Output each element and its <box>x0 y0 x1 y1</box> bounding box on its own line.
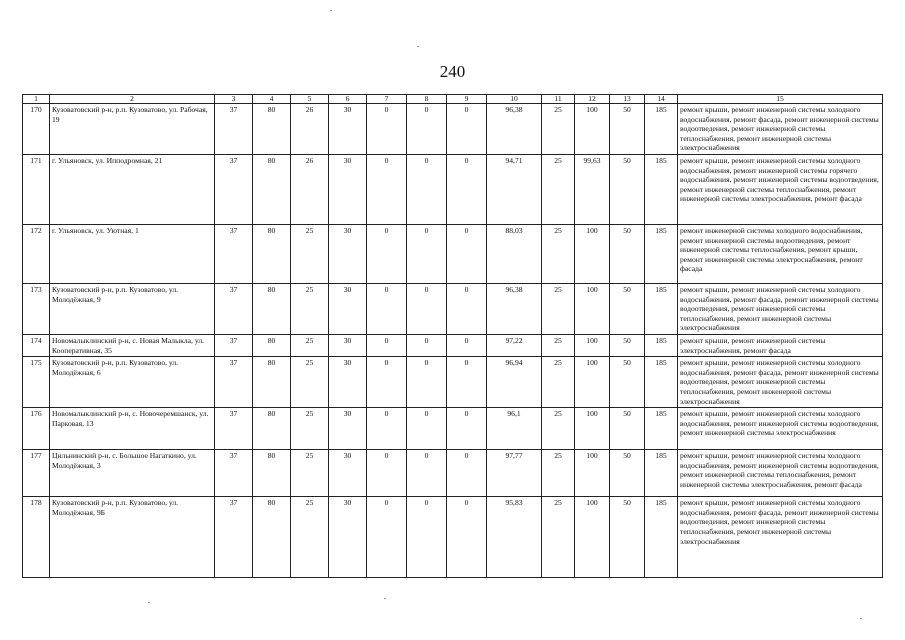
table-row <box>23 225 883 284</box>
cell-c10: 97,22 <box>487 334 542 356</box>
cell-c8: 0 <box>407 334 447 356</box>
row-number: 170 <box>23 104 50 155</box>
repair-table <box>22 94 883 578</box>
cell-c13: 50 <box>610 357 645 408</box>
cell-c6: 30 <box>329 408 367 450</box>
cell-c14: 185 <box>645 334 678 356</box>
column-header: 2 <box>50 95 215 104</box>
works-description: ремонт крыши, ремонт инженерной системы холодного водоснабжения, ремонт фасада, ремонт инженерной системы водоотведения, ремонт инженерной системы теплоснабжения, ремонт инженерной системы электроснабжения <box>678 104 883 155</box>
cell-c13: 50 <box>610 408 645 450</box>
cell-c14: 185 <box>645 284 678 335</box>
cell-c11: 25 <box>542 155 575 225</box>
cell-c6: 30 <box>329 284 367 335</box>
cell-c3: 37 <box>215 104 253 155</box>
cell-c4: 80 <box>253 155 291 225</box>
cell-c9: 0 <box>447 284 487 335</box>
cell-c8: 0 <box>407 104 447 155</box>
cell-c12: 100 <box>575 225 610 284</box>
cell-c7: 0 <box>367 225 407 284</box>
cell-c5: 26 <box>291 155 329 225</box>
cell-c14: 185 <box>645 497 678 578</box>
cell-c3: 37 <box>215 225 253 284</box>
cell-c9: 0 <box>447 450 487 497</box>
table-row <box>23 497 883 578</box>
address-cell: Кузоватовский р-н, р.п. Кузоватово, ул. Молодёжная, 9Б <box>50 497 215 578</box>
column-header: 12 <box>575 95 610 104</box>
column-header: 7 <box>367 95 407 104</box>
cell-c9: 0 <box>447 225 487 284</box>
table-header-row <box>23 95 883 104</box>
column-header: 6 <box>329 95 367 104</box>
address-cell: г. Ульяновск, ул. Ипподромная, 21 <box>50 155 215 225</box>
cell-c5: 25 <box>291 497 329 578</box>
cell-c8: 0 <box>407 408 447 450</box>
table-row <box>23 155 883 225</box>
column-header: 1 <box>23 95 50 104</box>
cell-c7: 0 <box>367 497 407 578</box>
cell-c7: 0 <box>367 450 407 497</box>
table-row <box>23 408 883 450</box>
table-row <box>23 334 883 356</box>
cell-c11: 25 <box>542 334 575 356</box>
column-header: 14 <box>645 95 678 104</box>
cell-c10: 96,94 <box>487 357 542 408</box>
cell-c10: 94,71 <box>487 155 542 225</box>
address-cell: Кузоватовский р-н, р.п. Кузоватово, ул. Рабочая, 19 <box>50 104 215 155</box>
cell-c3: 37 <box>215 408 253 450</box>
cell-c9: 0 <box>447 155 487 225</box>
table-row <box>23 104 883 155</box>
cell-c8: 0 <box>407 497 447 578</box>
address-cell: Новомалыклинский р-н, с. Новая Малыкла, ул. Кооперативная, 35 <box>50 334 215 356</box>
column-header: 3 <box>215 95 253 104</box>
cell-c14: 185 <box>645 225 678 284</box>
cell-c12: 100 <box>575 284 610 335</box>
cell-c10: 95,83 <box>487 497 542 578</box>
cell-c3: 37 <box>215 497 253 578</box>
page-number: 240 <box>439 62 466 81</box>
cell-c8: 0 <box>407 225 447 284</box>
row-number: 177 <box>23 450 50 497</box>
cell-c4: 80 <box>253 284 291 335</box>
cell-c11: 25 <box>542 284 575 335</box>
table-row <box>23 284 883 335</box>
cell-c5: 25 <box>291 408 329 450</box>
address-cell: г. Ульяновск, ул. Уютная, 1 <box>50 225 215 284</box>
cell-c6: 30 <box>329 497 367 578</box>
cell-c6: 30 <box>329 155 367 225</box>
cell-c7: 0 <box>367 155 407 225</box>
cell-c3: 37 <box>215 357 253 408</box>
cell-c8: 0 <box>407 284 447 335</box>
cell-c14: 185 <box>645 357 678 408</box>
cell-c7: 0 <box>367 357 407 408</box>
cell-c5: 26 <box>291 104 329 155</box>
cell-c7: 0 <box>367 104 407 155</box>
cell-c12: 100 <box>575 334 610 356</box>
cell-c11: 25 <box>542 225 575 284</box>
table-row <box>23 450 883 497</box>
cell-c4: 80 <box>253 408 291 450</box>
cell-c12: 100 <box>575 357 610 408</box>
cell-c10: 96,38 <box>487 104 542 155</box>
cell-c5: 25 <box>291 284 329 335</box>
cell-c3: 37 <box>215 450 253 497</box>
cell-c10: 96,1 <box>487 408 542 450</box>
column-header: 4 <box>253 95 291 104</box>
row-number: 175 <box>23 357 50 408</box>
cell-c3: 37 <box>215 155 253 225</box>
cell-c13: 50 <box>610 225 645 284</box>
cell-c11: 25 <box>542 357 575 408</box>
works-description: ремонт крыши, ремонт инженерной системы холодного водоснабжения, ремонт фасада, ремонт инженерной системы водоотведения, ремонт инженерной системы теплоснабжения, ремонт инженерной системы электроснабжения <box>678 284 883 335</box>
cell-c7: 0 <box>367 408 407 450</box>
column-header: 15 <box>678 95 883 104</box>
cell-c11: 25 <box>542 408 575 450</box>
address-cell: Кузоватовский р-н, р.п. Кузоватово, ул. Молодёжная, 9 <box>50 284 215 335</box>
cell-c4: 80 <box>253 104 291 155</box>
cell-c13: 50 <box>610 450 645 497</box>
cell-c14: 185 <box>645 408 678 450</box>
address-cell: Кузоватовский р-н, р.п. Кузоватово, ул. Молодёжная, 6 <box>50 357 215 408</box>
cell-c3: 37 <box>215 334 253 356</box>
cell-c8: 0 <box>407 450 447 497</box>
cell-c14: 185 <box>645 450 678 497</box>
cell-c9: 0 <box>447 357 487 408</box>
cell-c12: 100 <box>575 104 610 155</box>
cell-c6: 30 <box>329 450 367 497</box>
row-number: 176 <box>23 408 50 450</box>
cell-c4: 80 <box>253 450 291 497</box>
column-header: 9 <box>447 95 487 104</box>
works-description: ремонт инженерной системы холодного водоснабжения, ремонт инженерной системы водоотведения, ремонт инженерной системы теплоснабжения, ремонт крыши, ремонт инженерной системы электроснабжения, ремонт фасада <box>678 225 883 284</box>
cell-c3: 37 <box>215 284 253 335</box>
works-description: ремонт крыши, ремонт инженерной системы холодного водоснабжения, ремонт фасада, ремонт инженерной системы водоотведения, ремонт инженерной системы теплоснабжения, ремонт инженерной системы электроснабжения <box>678 497 883 578</box>
column-header: 8 <box>407 95 447 104</box>
cell-c13: 50 <box>610 334 645 356</box>
cell-c6: 30 <box>329 357 367 408</box>
cell-c5: 25 <box>291 450 329 497</box>
address-cell: Новомалыклинский р-н, с. Новочеремшанск, ул. Парковая, 13 <box>50 408 215 450</box>
cell-c9: 0 <box>447 104 487 155</box>
cell-c7: 0 <box>367 334 407 356</box>
cell-c12: 100 <box>575 408 610 450</box>
cell-c10: 96,38 <box>487 284 542 335</box>
table-row <box>23 357 883 408</box>
works-description: ремонт крыши, ремонт инженерной системы холодного водоснабжения, ремонт инженерной системы водоотведения, ремонт инженерной системы электроснабжения <box>678 408 883 450</box>
works-description: ремонт крыши, ремонт инженерной системы холодного водоснабжения, ремонт инженерной системы водоотведения, ремонт инженерной системы теплоснабжения, ремонт инженерной системы электроснабжения, ремонт фасада <box>678 450 883 497</box>
cell-c9: 0 <box>447 408 487 450</box>
cell-c13: 50 <box>610 497 645 578</box>
cell-c12: 100 <box>575 497 610 578</box>
cell-c11: 25 <box>542 450 575 497</box>
column-header: 5 <box>291 95 329 104</box>
address-cell: Цильнинский р-н, с. Большое Нагаткино, ул. Молодёжная, 3 <box>50 450 215 497</box>
row-number: 171 <box>23 155 50 225</box>
row-number: 172 <box>23 225 50 284</box>
works-description: ремонт крыши, ремонт инженерной системы электроснабжения, ремонт фасада <box>678 334 883 356</box>
row-number: 174 <box>23 334 50 356</box>
cell-c4: 80 <box>253 497 291 578</box>
column-header: 10 <box>487 95 542 104</box>
cell-c10: 88,03 <box>487 225 542 284</box>
cell-c6: 30 <box>329 104 367 155</box>
cell-c9: 0 <box>447 497 487 578</box>
column-header: 13 <box>610 95 645 104</box>
cell-c5: 25 <box>291 357 329 408</box>
cell-c4: 80 <box>253 334 291 356</box>
cell-c12: 100 <box>575 450 610 497</box>
cell-c13: 50 <box>610 284 645 335</box>
cell-c8: 0 <box>407 155 447 225</box>
cell-c4: 80 <box>253 225 291 284</box>
works-description: ремонт крыши, ремонт инженерной системы холодного водоснабжения, ремонт фасада, ремонт инженерной системы водоотведения, ремонт инженерной системы теплоснабжения, ремонт инженерной системы электроснабжения <box>678 357 883 408</box>
cell-c13: 50 <box>610 104 645 155</box>
cell-c14: 185 <box>645 104 678 155</box>
cell-c10: 97,77 <box>487 450 542 497</box>
cell-c8: 0 <box>407 357 447 408</box>
cell-c11: 25 <box>542 104 575 155</box>
cell-c12: 99,63 <box>575 155 610 225</box>
cell-c4: 80 <box>253 357 291 408</box>
row-number: 178 <box>23 497 50 578</box>
works-description: ремонт крыши, ремонт инженерной системы холодного водоснабжения, ремонт инженерной системы горячего водоснабжения, ремонт инженерной системы водоотведения, ремонт инженерной системы теплоснабжения, ремонт инженерной системы электроснабжения, ремонт фасада <box>678 155 883 225</box>
cell-c5: 25 <box>291 334 329 356</box>
cell-c9: 0 <box>447 334 487 356</box>
cell-c13: 50 <box>610 155 645 225</box>
row-number: 173 <box>23 284 50 335</box>
cell-c6: 30 <box>329 334 367 356</box>
cell-c5: 25 <box>291 225 329 284</box>
cell-c11: 25 <box>542 497 575 578</box>
cell-c14: 185 <box>645 155 678 225</box>
cell-c6: 30 <box>329 225 367 284</box>
cell-c7: 0 <box>367 284 407 335</box>
column-header: 11 <box>542 95 575 104</box>
